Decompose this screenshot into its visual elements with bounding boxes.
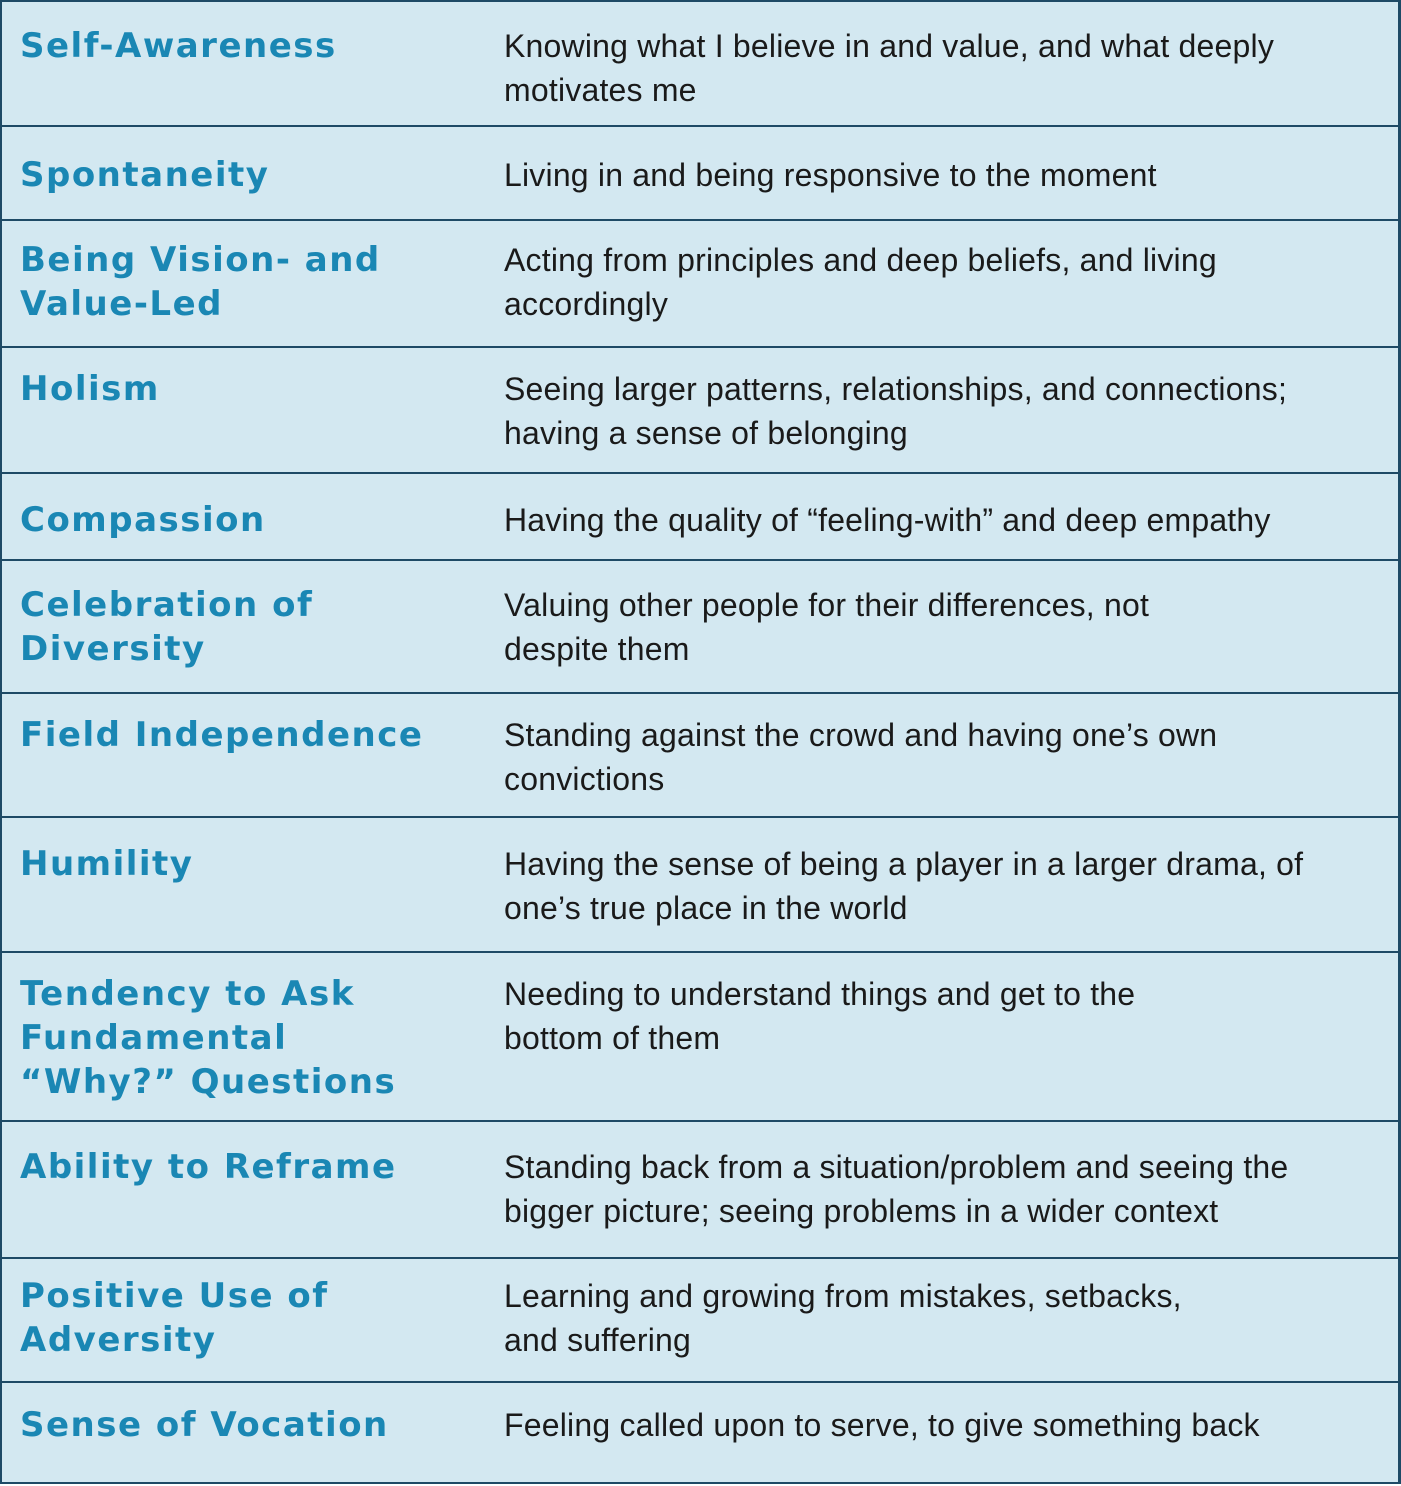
table-row — [2, 221, 1398, 348]
table-row — [2, 1259, 1398, 1383]
row-term: Sense of Vocation — [20, 1405, 389, 1445]
row-description: Having the quality of “feeling-with” and deep empathy — [504, 502, 1271, 538]
row-term: Spontaneity — [20, 155, 270, 195]
table-row — [2, 127, 1398, 221]
row-term: Ability to Reframe — [20, 1147, 397, 1187]
row-description: Knowing what I believe in and value, and what deeply motivates me — [504, 28, 1275, 108]
row-description: Having the sense of being a player in a larger drama, of one’s true place in the world — [504, 846, 1304, 926]
row-description: Needing to understand things and get to the bottom of them — [504, 976, 1136, 1056]
row-term: Positive Use of Adversity — [20, 1276, 329, 1360]
row-description: Valuing other people for their differences, not despite them — [504, 587, 1150, 667]
row-term: Self-Awareness — [20, 26, 337, 66]
table-row — [2, 474, 1398, 561]
table-row — [2, 1383, 1398, 1486]
row-description: Standing against the crowd and having one’s own convictions — [504, 717, 1218, 797]
row-term: Tendency to Ask Fundamental “Why?” Questions — [20, 974, 397, 1102]
table-row — [2, 1122, 1398, 1259]
table-row — [2, 694, 1398, 818]
row-term: Compassion — [20, 500, 266, 540]
row-description: Acting from principles and deep beliefs, and living accordingly — [504, 242, 1217, 322]
row-term: Being Vision- and Value-Led — [20, 240, 381, 324]
row-description: Feeling called upon to serve, to give something back — [504, 1407, 1260, 1443]
row-description: Living in and being responsive to the moment — [504, 157, 1157, 193]
row-description: Learning and growing from mistakes, setbacks, and suffering — [504, 1278, 1182, 1358]
table-row — [2, 348, 1398, 474]
table-row — [2, 953, 1398, 1122]
row-term: Holism — [20, 369, 160, 409]
row-term: Celebration of Diversity — [20, 585, 314, 669]
table-row — [2, 561, 1398, 694]
row-term: Humility — [20, 844, 194, 884]
table-row — [2, 818, 1398, 953]
row-description: Standing back from a situation/problem and seeing the bigger picture; seeing problems in a wider context — [504, 1149, 1289, 1229]
table-row — [2, 2, 1398, 127]
row-term: Field Independence — [20, 715, 424, 755]
row-description: Seeing larger patterns, relationships, and connections; having a sense of belonging — [504, 371, 1288, 451]
